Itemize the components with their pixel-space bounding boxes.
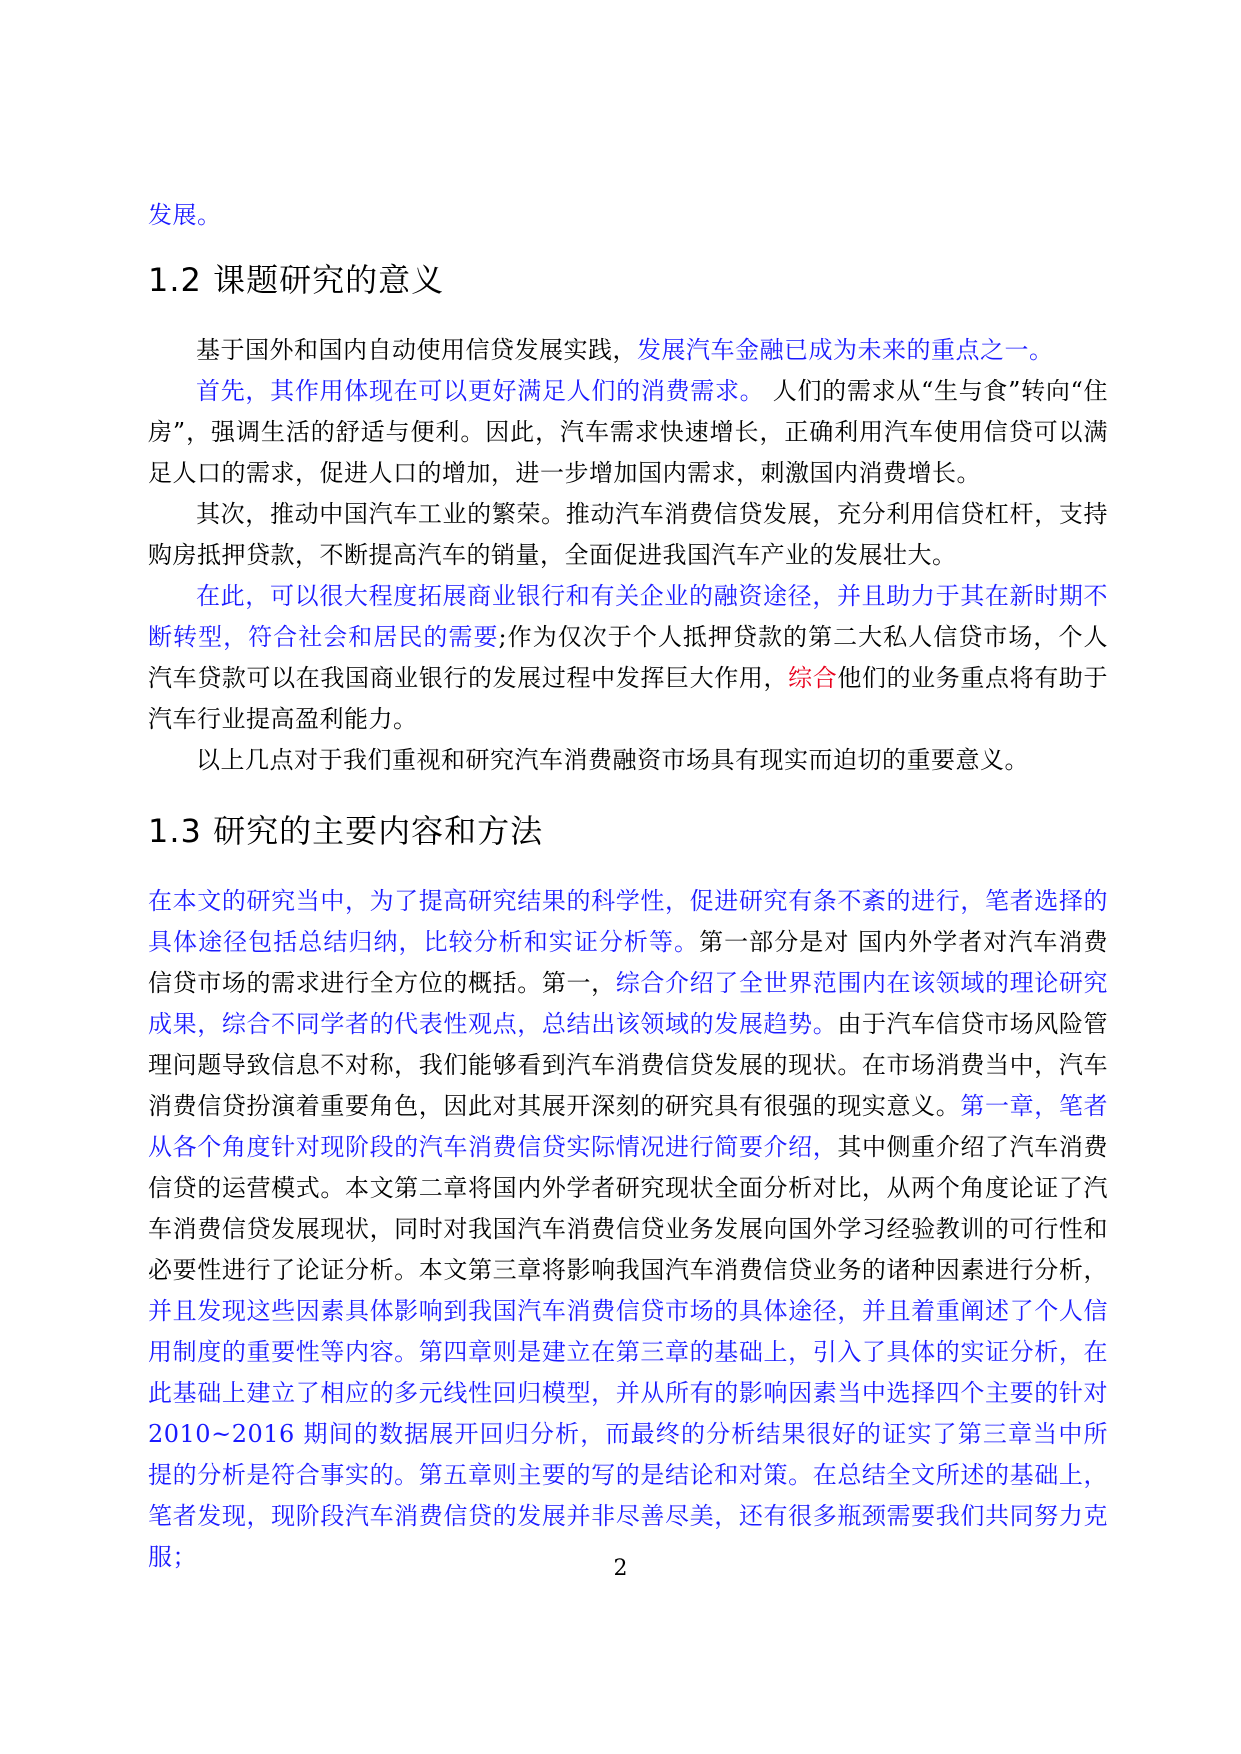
- paragraph-text: ;作为仅次于个人抵押贷款的第二大私人信贷市场，个人汽车贷款可以在我国商业银行的发展过程中发挥巨大作用，: [148, 623, 1109, 692]
- highlighted-text: 在本文的研究当中，为了提高研究结果的科学性，促进研究有条不紊的进行，笔者选择的具体途径包括总结归纳，比较分析和实证分析等。: [148, 887, 1108, 956]
- section-1-2-heading: 1.2 课题研究的意义: [148, 261, 445, 299]
- red-highlighted-text: 综合: [788, 664, 838, 692]
- paragraph-text: 人们的需求从“生与食”转向“住房”，强调生活的舒适与便利。因此，汽车需求快速增长，正确利用汽车使用信贷可以满足人口的需求，促进人口的增加，进一步增加国内需求，刺激国内消费增长。: [148, 377, 1109, 487]
- paragraph-text: 基于国外和国内自动使用信贷发展实践，: [196, 336, 637, 364]
- intro-fragment: 发展。: [148, 201, 222, 229]
- highlighted-text: 并且发现这些因素具体影响到我国汽车消费信贷市场的具体途径，并且着重阐述了个人信用制度的重要性等内容。第四章则是建立在第三章的基础上，引入了具体的实证分析，在此基础上建立了相应的多元线性回归模型，并从所有的影响因素当中选择四个主要的针对2010~2016 期间的数据展开回归分析，而最终的分析结果很好的证实了第三章当中所提的分析是符合事实的。第五章则主要的写的是结论和对策。在总结全文所述的基础上，笔者发现，现阶段汽车消费信贷的发展并非尽善尽美，还有很多瓶颈需要我们共同努力克服；: [148, 1297, 1108, 1571]
- highlighted-text: 在此，可以很大程度拓展商业银行和有关企业的融资途径，并且助力于其在新时期不断转型，符合社会和居民的需要: [148, 582, 1108, 651]
- paragraph-text: 第一部分是对 国内外学者对汽车消费信贷市场的需求进行全方位的概括。第一，: [148, 928, 1108, 997]
- paragraph-text: 由于汽车信贷市场风险管理问题导致信息不对称，我们能够看到汽车消费信贷发展的现状。在市场消费当中，汽车消费信贷扮演着重要角色，因此对其展开深刻的研究具有很强的现实意义。: [148, 1010, 1109, 1120]
- paragraph-text: 他们的业务重点将有助于汽车行业提高盈利能力。: [148, 664, 1109, 733]
- paragraph-1-2-5: 以上几点对于我们重视和研究汽车消费融资市场具有现实而迫切的重要意义。: [196, 746, 1029, 774]
- paragraph-1-3-1: [148, 881, 1108, 1578]
- paragraph-text: 其中侧重介绍了汽车消费信贷的运营模式。本文第二章将国内外学者研究现状全面分析对比，从两个角度论证了汽车消费信贷发展现状，同时对我国汽车消费信贷业务发展向国外学习经验教训的可行性和必要性进行了论证分析。本文第三章将影响我国汽车消费信贷业务的诸种因素进行分析，: [148, 1133, 1109, 1284]
- paragraph-1-2-1: [148, 330, 1108, 371]
- paragraph-1-2-2: [148, 371, 1108, 494]
- paragraph-1-2-4: [148, 576, 1108, 740]
- page-number: 2: [613, 1556, 628, 1581]
- highlighted-text: 发展汽车金融已成为未来的重点之一。: [637, 336, 1054, 364]
- paragraph-1-2-3: 其次，推动中国汽车工业的繁荣。推动汽车消费信贷发展，充分利用信贷杠杆，支持购房抵押贷款，不断提高汽车的销量，全面促进我国汽车产业的发展壮大。: [148, 500, 1108, 569]
- highlighted-text: 首先，其作用体现在可以更好满足人们的消费需求。: [196, 377, 765, 405]
- page-content: [148, 195, 1108, 1578]
- section-1-3-heading: 1.3 研究的主要内容和方法: [148, 812, 544, 850]
- highlighted-text: 综合介绍了全世界范围内在该领域的理论研究成果，综合不同学者的代表性观点，总结出该领域的发展趋势。: [148, 969, 1108, 1038]
- highlighted-text: 第一章，笔者从各个角度针对现阶段的汽车消费信贷实际情况进行简要介绍，: [148, 1092, 1108, 1161]
